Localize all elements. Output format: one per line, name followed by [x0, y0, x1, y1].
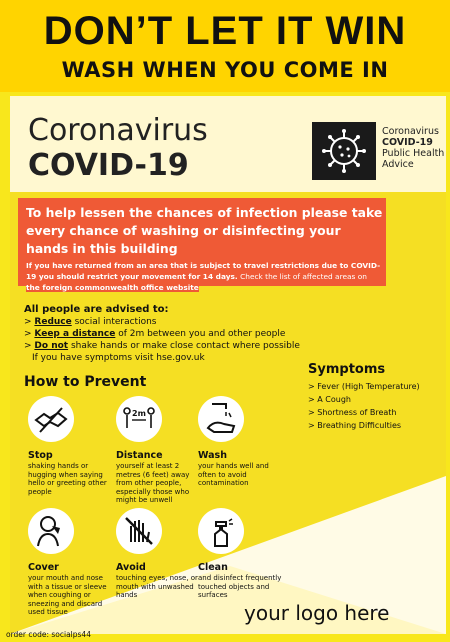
logo-line-4: Advice	[382, 159, 414, 170]
logo-placeholder: your logo here	[244, 601, 390, 625]
action-distance: Distance yourself at least 2 metres (6 feet) away from other people, especially those who might be unwell	[116, 450, 190, 504]
handshake-icon	[28, 396, 74, 442]
page-title-covid: COVID-19	[28, 148, 189, 183]
advice-note: If you have symptoms visit hse.gov.uk	[32, 353, 205, 363]
how-to-prevent-heading: How to Prevent	[24, 374, 147, 390]
fco-website-link[interactable]: the foreign commonwealth office website	[26, 283, 199, 292]
symptom-item: > A Cough	[308, 395, 351, 404]
wash-hands-icon	[198, 396, 244, 442]
headline-subtitle: WASH WHEN YOU COME IN	[61, 58, 389, 82]
warning-main-text: To help lessen the chances of infection please take every chance of washing or disinfecting your hands in this building	[26, 205, 383, 256]
page-title-coronavirus: Coronavirus	[28, 113, 208, 148]
action-avoid: Avoid touching eyes, nose, or mouth with unwashed hands	[116, 562, 198, 599]
distance-icon	[116, 396, 162, 442]
symptom-item: > Shortness of Breath	[308, 408, 397, 417]
logo-line-2: COVID-19	[382, 137, 433, 148]
spray-bottle-icon	[198, 508, 244, 554]
advice-list	[24, 304, 324, 364]
travel-note	[26, 260, 382, 293]
logo-line-1: Coronavirus	[382, 126, 439, 137]
symptom-item: > Fever (High Temperature)	[308, 382, 420, 391]
distance-icon-label: 2m	[132, 409, 146, 418]
action-stop: Stop shaking hands or hugging when saying hello or greeting other people	[28, 450, 107, 496]
advice-item: > Keep a distance of 2m between you and other people	[24, 329, 286, 339]
action-clean: Clean and disinfect frequently touched objects and surfaces	[198, 562, 282, 599]
symptom-item: > Breathing Difficulties	[308, 421, 402, 430]
advice-item: > Do not shake hands or make close contact where possible	[24, 341, 300, 351]
symptoms-list	[308, 380, 420, 432]
symptoms-heading: Symptoms	[308, 362, 386, 377]
action-cover: Cover your mouth and nose with a tissue or sleeve when coughing or sneezing and discard used tissue	[28, 562, 107, 616]
order-code: order code: socialps44	[6, 630, 91, 639]
advice-heading: All people are advised to:	[24, 304, 169, 315]
top-banner	[0, 0, 450, 92]
advice-item: > Reduce social interactions	[24, 317, 157, 327]
action-wash: Wash your hands well and often to avoid contamination	[198, 450, 269, 487]
avoid-touching-icon	[116, 508, 162, 554]
virus-logo-icon	[312, 122, 376, 180]
logo-line-3: Public Health	[382, 148, 445, 159]
headline-title: DON’T LET IT WIN	[43, 9, 407, 53]
logo-caption	[382, 126, 444, 170]
warning-banner	[18, 198, 386, 292]
travel-note-rest: Check the list of affected areas on	[237, 272, 367, 281]
cough-cover-icon	[28, 508, 74, 554]
travel-note-bold: If you have returned from an area that is subject to travel restrictions due to COVID-19 you should restrict your movement for 14 days.	[26, 261, 381, 281]
poster-card	[10, 96, 446, 634]
